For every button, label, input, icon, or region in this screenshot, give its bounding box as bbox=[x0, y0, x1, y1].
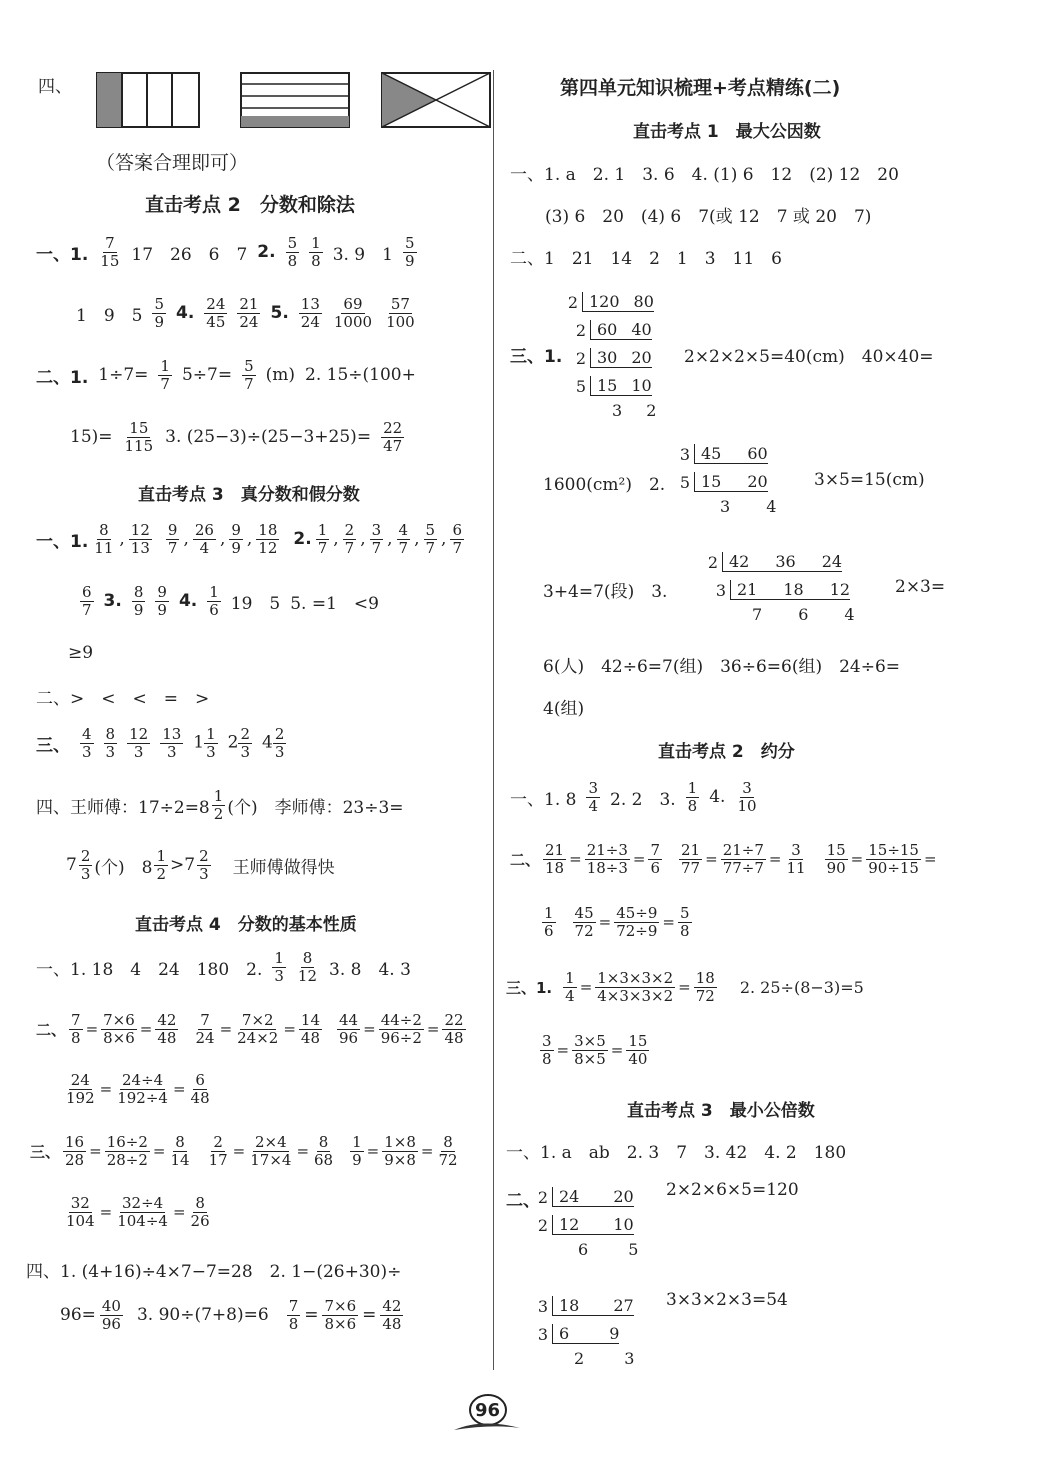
k2-line-2: 二、 $\frac{21}{18}$ = $\frac{21\div 3}{18\div 3}$ = $\frac{7}{6}$ $\frac{21}{77}$ = $\frac{21\div 7}{77\div 7}$ = $\frac{3}{11}$ $\frac{15}{90}$ = $\frac{15\div 15}{90\div 15}$ = bbox=[510, 841, 937, 877]
t4-line-3: $\frac{24}{192}$ = $\frac{24\div 4}{192\div 4}$ = $\frac{6}{48}$ bbox=[66, 1071, 210, 1107]
column-divider bbox=[493, 70, 494, 1370]
t2-line-3: 二、1. 1÷7= $\frac{1}{7}$ 5÷7= $\frac{5}{7}$ (m) 2. 15÷(100+ bbox=[36, 357, 416, 393]
k1-line-1: 一、1. a 2. 1 3. 6 4. (1) 6 12 (2) 12 20 bbox=[510, 165, 899, 185]
t2-line-4: 15)= $\frac{15}{115}$ 3. (25−3)÷(25−3+25)= $\frac{22}{47}$ bbox=[70, 419, 403, 455]
k2-line-5: $\frac{3}{8}$ = $\frac{3\times 5}{8\times 5}$ = $\frac{15}{40}$ bbox=[542, 1032, 648, 1068]
triangle-rect-figure bbox=[381, 72, 491, 128]
k3-line-3b: 3×3×2×3=54 bbox=[666, 1290, 788, 1310]
k1-line-5b: 3×5=15(cm) bbox=[814, 470, 925, 490]
k3-line-2a: 二、 bbox=[506, 1191, 540, 1211]
division-ladder-3: 2 42 36 24 3 21 18 12 7 6 4 bbox=[707, 552, 855, 624]
fraction: $\frac{22}{47}$ bbox=[383, 419, 403, 455]
k3-line-1: 一、1. a ab 2. 3 7 3. 42 4. 2 180 bbox=[506, 1143, 847, 1163]
fraction: $\frac{7}{15}$ bbox=[100, 234, 120, 270]
t3-line-2: $\frac{6}{7}$ 3. $\frac{8}{9}$ $\frac{9}{9}$ 4. $\frac{1}{6}$ 19 5 5. =1 <9 bbox=[82, 583, 379, 619]
topic-3-heading: 直击考点 3 真分数和假分数 bbox=[138, 485, 360, 505]
k1-line-2: (3) 6 20 (4) 6 7(或 12 7 或 20 7) bbox=[545, 207, 872, 227]
fraction: $\frac{21}{24}$ bbox=[239, 295, 259, 331]
answer-note: （答案合理即可） bbox=[96, 152, 249, 174]
fraction: $\frac{5}{9}$ bbox=[404, 234, 415, 270]
topic-2-heading: 直击考点 2 分数和除法 bbox=[145, 194, 355, 216]
k1-line-4a: 三、1. bbox=[510, 347, 563, 367]
t3-line-7: 7 $\frac{2}{3}$ (个) 8 $\frac{1}{2}$ >7 $\frac{2}{3}$ 王师傅做得快 bbox=[66, 847, 335, 883]
fraction: $\frac{5}{8}$ bbox=[287, 234, 298, 270]
k1-line-7: 6(人) 42÷6=7(组) 36÷6=6(组) 24÷6= bbox=[543, 657, 901, 677]
page-number: 96 bbox=[475, 1400, 501, 1421]
section-4-label: 四、 bbox=[38, 77, 72, 97]
fraction: $\frac{1}{8}$ bbox=[311, 234, 321, 270]
fraction: $\frac{15}{115}$ bbox=[124, 419, 154, 455]
fraction: $\frac{5}{9}$ bbox=[154, 295, 164, 331]
t4-line-2: 二、 $\frac{7}{8}$ = $\frac{7\times 6}{8\times 6}$ = $\frac{42}{48}$ $\frac{7}{24}$ = $\frac{7\times 2}{24\times 2}$ = $\frac{14}{48}$ $\frac{44}{96}$ = $\frac{44\div 2}{96\div 2}$ = $\frac{22}{48}$ bbox=[36, 1011, 464, 1047]
shaded-bar-figure bbox=[96, 72, 200, 128]
k1-line-6a: 3+4=7(段) 3. bbox=[543, 582, 668, 602]
division-ladder-5: 3 18 27 3 6 9 2 3 bbox=[537, 1296, 635, 1368]
k1-line-8: 4(组) bbox=[543, 699, 585, 719]
t3-line-5: 三、 $\frac{4}{3}$ $\frac{8}{3}$ $\frac{12}{3}$ $\frac{13}{3}$ 1 $\frac{1}{3}$ 2 $\frac{2}{3}$ 4 $\frac{2}{3}$ bbox=[36, 725, 285, 761]
fraction: $\frac{5}{7}$ bbox=[244, 357, 254, 393]
t3-line-4: 二、> < < = > bbox=[36, 689, 210, 709]
k1-line-4b: 2×2×2×5=40(cm) 40×40= bbox=[684, 347, 934, 367]
striped-rect-figure bbox=[240, 72, 350, 128]
division-ladder-4: 2 24 20 2 12 10 6 5 bbox=[537, 1187, 639, 1259]
k2-line-3: $\frac{1}{6}$ $\frac{45}{72}$ = $\frac{45\div 9}{72\div 9}$ = $\frac{5}{8}$ bbox=[544, 904, 690, 940]
k2-line-1: 一、1. 8 $\frac{3}{4}$ 2. 2 3. $\frac{1}{8}$ 4. $\frac{3}{10}$ bbox=[510, 779, 757, 815]
t4-line-4: 三、 $\frac{16}{28}$ = $\frac{16\div 2}{28\div 2}$ = $\frac{8}{14}$ $\frac{2}{17}$ = $\frac{2\times 4}{17\times 4}$ = $\frac{8}{68}$ $\frac{1}{9}$ = $\frac{1\times 8}{9\times 8}$ = $\frac{8}{72}$ bbox=[30, 1133, 458, 1169]
t4-line-1: 一、1. 18 4 24 180 2. $\frac{1}{3}$ $\frac{8}{12}$ 3. 8 4. 3 bbox=[36, 949, 411, 985]
fraction: $\frac{13}{24}$ bbox=[300, 295, 320, 331]
t2-line-1: 一、1. $\frac{7}{15}$ 17 26 6 7 2. $\frac{5}{8}$ $\frac{1}{8}$ 3. 9 1 $\frac{5}{9}$ bbox=[36, 234, 415, 270]
t3-line-1: 一、1. $\frac{8}{11}$ , $\frac{12}{13}$ $\frac{9}{7}$ , $\frac{26}{4}$ , $\frac{9}{9}$ , $\frac{18}{12}$ 2. $\frac{1}{7}$ , $\frac{2}{7}$ , $\frac{3}{7}$ , $\frac{4}{7}$ , $\frac{5}{7}$ , $\frac{6}{7}$ bbox=[36, 521, 462, 557]
fraction: $\frac{1}{7}$ bbox=[160, 357, 170, 393]
division-ladder-2: 3 45 60 5 15 20 3 4 bbox=[679, 444, 777, 516]
t4-line-5: $\frac{32}{104}$ = $\frac{32\div 4}{104\div 4}$ = $\frac{8}{26}$ bbox=[66, 1194, 210, 1230]
division-ladder-1: 2 120 80 2 60 40 2 30 20 5 15 10 3 2 bbox=[567, 292, 657, 420]
k2-line-4: 三、1. $\frac{1}{4}$ = $\frac{1\times 3\times 3\times 2}{4\times 3\times 3\times 2}$ = $\frac{18}{72}$ 2. 25÷(8−3)=5 bbox=[506, 969, 864, 1005]
t2-line-2: 1 9 5 $\frac{5}{9}$ 4. $\frac{24}{45}$ $\frac{21}{24}$ 5. $\frac{13}{24}$ $\frac{69}{1000}$ $\frac{57}{100}$ bbox=[76, 295, 415, 331]
k1-heading: 直击考点 1 最大公因数 bbox=[633, 122, 821, 142]
k3-line-2b: 2×2×6×5=120 bbox=[666, 1180, 799, 1200]
fraction: $\frac{69}{1000}$ bbox=[333, 295, 373, 331]
t4-line-7: 96= $\frac{40}{96}$ 3. 90÷(7+8)=6 $\frac{7}{8}$ = $\frac{7\times 6}{8\times 6}$ = $\frac{42}{48}$ bbox=[60, 1297, 402, 1333]
k1-line-6b: 2×3= bbox=[895, 577, 946, 597]
topic-4-heading: 直击考点 4 分数的基本性质 bbox=[135, 915, 357, 935]
k3-heading: 直击考点 3 最小公倍数 bbox=[627, 1101, 815, 1121]
fraction: $\frac{24}{45}$ bbox=[206, 295, 226, 331]
t3-line-6: 四、王师傅：17÷2=8 $\frac{1}{2}$ (个) 李师傅：23÷3= bbox=[36, 787, 404, 823]
k1-line-5a: 1600(cm²) 2. bbox=[543, 475, 666, 495]
k1-line-3: 二、1 21 14 2 1 3 11 6 bbox=[510, 249, 782, 269]
unit-title: 第四单元知识梳理+考点精练(二) bbox=[560, 77, 841, 99]
fraction: $\frac{57}{100}$ bbox=[386, 295, 415, 331]
k2-heading: 直击考点 2 约分 bbox=[658, 742, 795, 762]
t4-line-6: 四、1. (4+16)÷4×7−7=28 2. 1−(26+30)÷ bbox=[26, 1262, 402, 1282]
t3-line-3: ≥9 bbox=[68, 643, 94, 663]
